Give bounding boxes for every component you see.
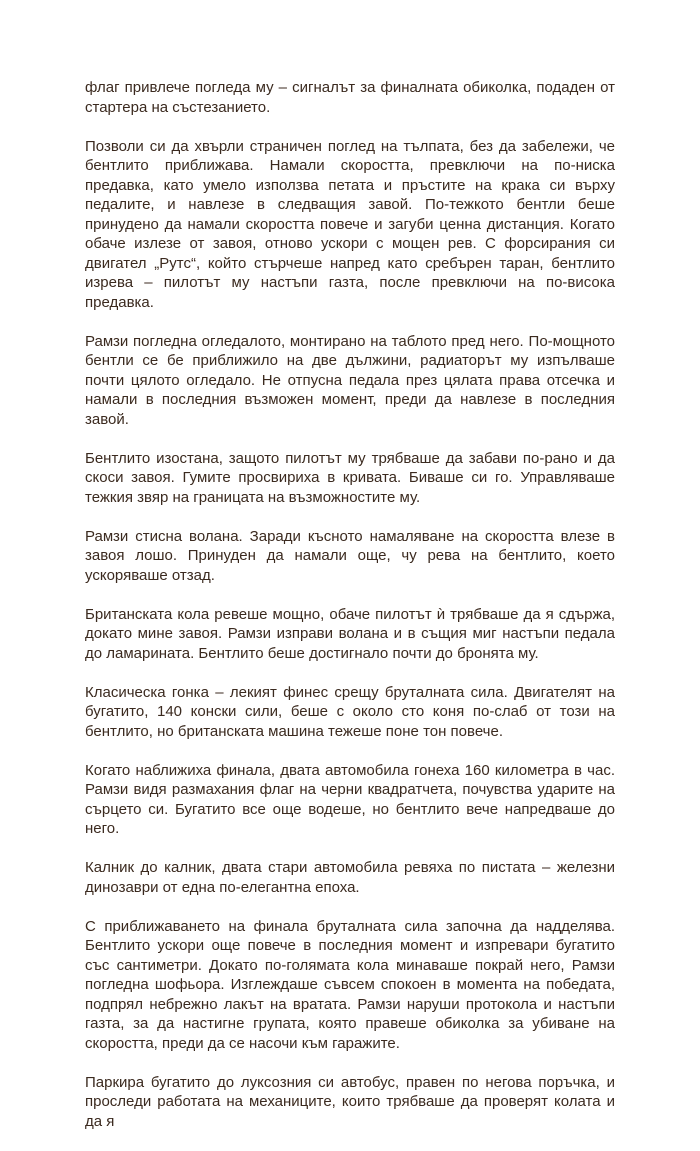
paragraph-2: Позволи си да хвърли страничен поглед на тълпата, без да забележи, че бентлито приближава. Намали скоростта, превключи на по-ниска предавка, като умело използва петата и пръстите на крака си върху педалите, и навлезе в следващия завой. По-тежкото бентли беше принудено да намали скоростта повече и загуби ценна дистанция. Когато обаче излезе от завоя, отново ускори с мощен рев. С форсирания си двигател „Рутс“, който стърчеше напред като сребърен таран, бентлито изрева – пилотът му настъпи газта, после превключи на по-висока предавка. — [85, 137, 615, 311]
paragraph-8: Когато наближиха финала, двата автомобила гонеха 160 километра в час. Рамзи видя размахания флаг на черни квадратчета, почувства ударите на сърцето си. Бугатито все още водеше, но бентлито вече напредваше до него. — [85, 761, 615, 837]
paragraph-6: Британската кола ревеше мощно, обаче пилотът ѝ трябваше да я сдържа, докато мине завоя. Рамзи изправи волана и в същия миг настъпи педала до ламарината. Бентлито беше достигнало почти до бронята му. — [85, 605, 615, 662]
paragraph-11: Паркира бугатито до луксозния си автобус, правен по негова поръчка, и проследи работата на механиците, които трябваше да проверят колата и да я — [85, 1073, 615, 1130]
body-text — [85, 78, 615, 1151]
paragraph-1: флаг привлече погледа му – сигналът за финалната обиколка, подаден от стартера на състезанието. — [85, 79, 615, 116]
paragraph-7: Класическа гонка – лекият финес срещу бруталната сила. Двигателят на бугатито, 140 конски сили, беше с около сто коня по-слаб от този на бентлито, но британската машина тежеше поне тон повече. — [85, 683, 615, 740]
paragraph-3: Рамзи погледна огледалото, монтирано на таблото пред него. По-мощното бентли се бе приближило на две дължини, радиаторът му изпълваше почти цялото огледало. Не отпусна педала през цялата права отсечка и намали в последния възможен момент, преди да навлезе в последния завой. — [85, 332, 615, 428]
paragraph-10: С приближаването на финала бруталната сила започна да надделява. Бентлито ускори още повече в последния момент и изпревари бугатито със сантиметри. Докато по-голямата кола минаваше покрай него, Рамзи погледна шофьора. Изглеждаше съвсем спокоен в момента на победата, подпрял небрежно лакът на вратата. Рамзи наруши протокола и настъпи газта, за да настигне групата, която правеше обиколка за убиване на скоростта, преди да се насочи към гаражите. — [85, 917, 615, 1052]
paragraph-5: Рамзи стисна волана. Заради късното намаляване на скоростта влезе в завоя лошо. Принуден да намали още, чу рева на бентлито, което ускоряваше отзад. — [85, 527, 615, 584]
paragraph-4: Бентлито изостана, защото пилотът му трябваше да забави по-рано и да скоси завоя. Гумите просвириха в кривата. Биваше си го. Управляваше тежкия звяр на границата на възможностите му. — [85, 449, 615, 506]
paragraph-9: Калник до калник, двата стари автомобила ревяха по пистата – железни динозаври от една по-елегантна епоха. — [85, 859, 615, 896]
